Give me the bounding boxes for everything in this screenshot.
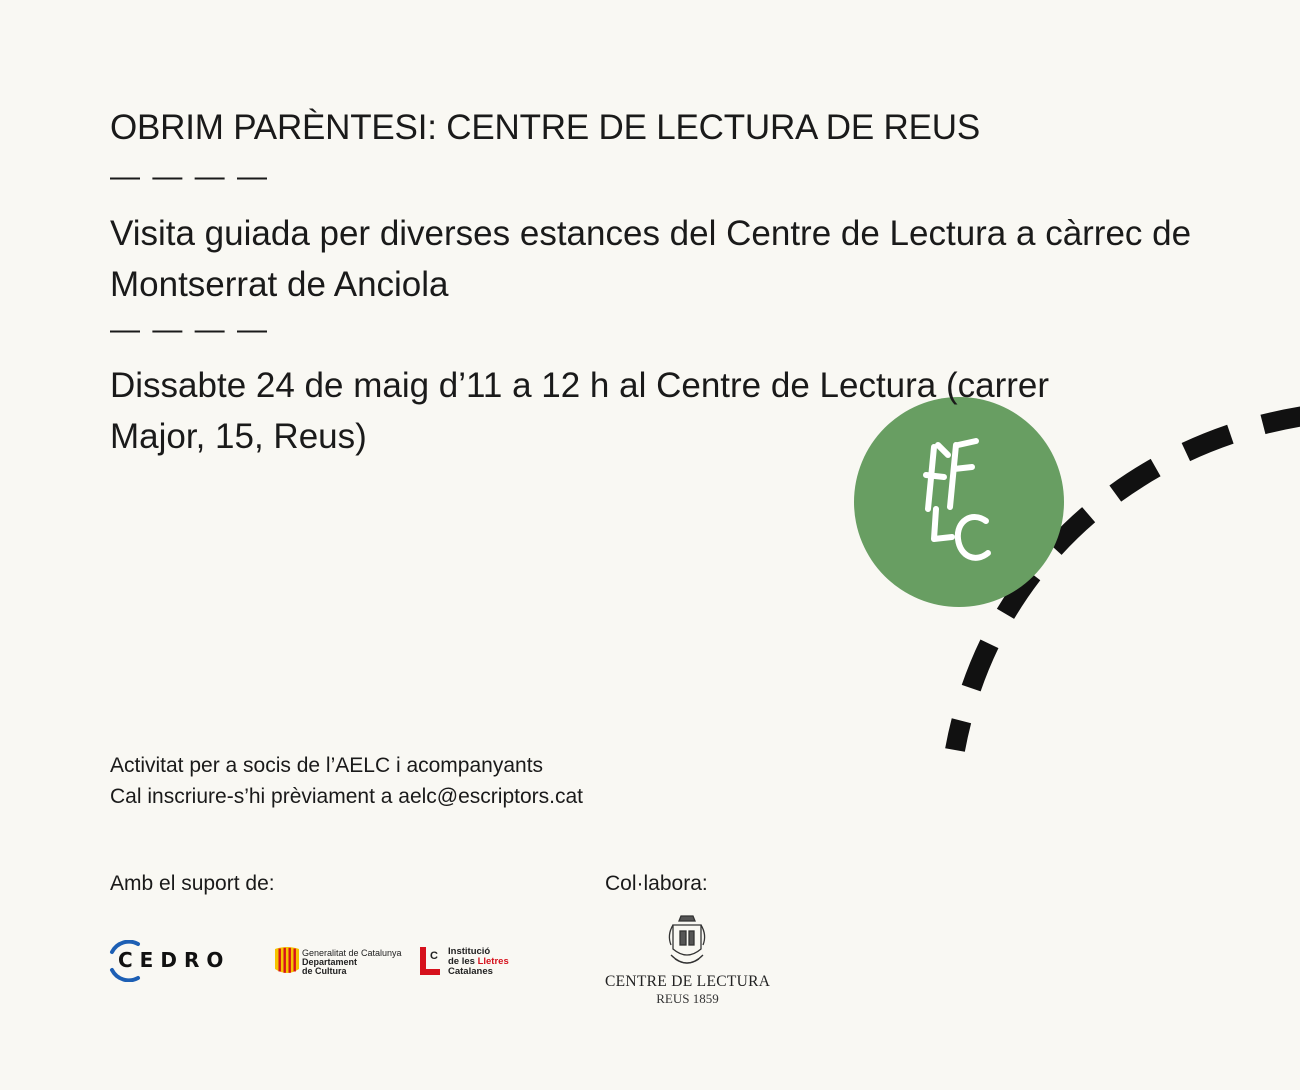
centre-de-lectura-name: CENTRE DE LECTURA <box>605 973 771 990</box>
info-block <box>110 750 583 812</box>
ilc-line: Catalanes <box>448 966 493 977</box>
separator: — — — — <box>110 313 270 346</box>
event-title: OBRIM PARÈNTESI: CENTRE DE LECTURA DE REUS <box>110 108 980 147</box>
svg-text:C: C <box>430 950 438 962</box>
ilc-line: de les <box>448 956 478 967</box>
ilc-logo <box>420 945 520 979</box>
cedro-logo <box>108 940 231 982</box>
ilc-line: Institució <box>448 946 491 957</box>
department-line: de Cultura <box>302 966 347 976</box>
event-datetime: Dissabte 24 de maig d’11 a 12 h al Centre de Lectura (carrer Major, 15, Reus) <box>110 366 1050 456</box>
ilc-mark-icon <box>420 947 444 975</box>
info-audience: Activitat per a socis de l’AELC i acompanyants <box>110 754 544 777</box>
event-description: Visita guiada per diverses estances del Centre de Lectura a càrrec de Montserrat de Anciola <box>110 214 1192 304</box>
centre-de-lectura-sub: REUS 1859 <box>656 991 719 1006</box>
centre-de-lectura-logo <box>605 915 770 1010</box>
generalitat-logo <box>275 947 405 977</box>
ilc-text <box>448 947 509 977</box>
cedro-wordmark: CEDRO <box>118 948 231 972</box>
crest-icon <box>665 915 709 973</box>
generalitat-name: Generalitat de Catalunya <box>302 948 402 958</box>
department-line: Departament <box>302 957 358 967</box>
separator: — — — — <box>110 160 270 193</box>
support-label: Amb el suport de: <box>110 872 275 895</box>
info-registration: Cal inscriure-s’hi prèviament a aelc@escriptors.cat <box>110 785 583 808</box>
senyera-icon <box>275 947 299 975</box>
ilc-line-red: Lletres <box>477 956 509 967</box>
collab-label: Col·labora: <box>605 872 708 895</box>
generalitat-text <box>302 949 402 976</box>
